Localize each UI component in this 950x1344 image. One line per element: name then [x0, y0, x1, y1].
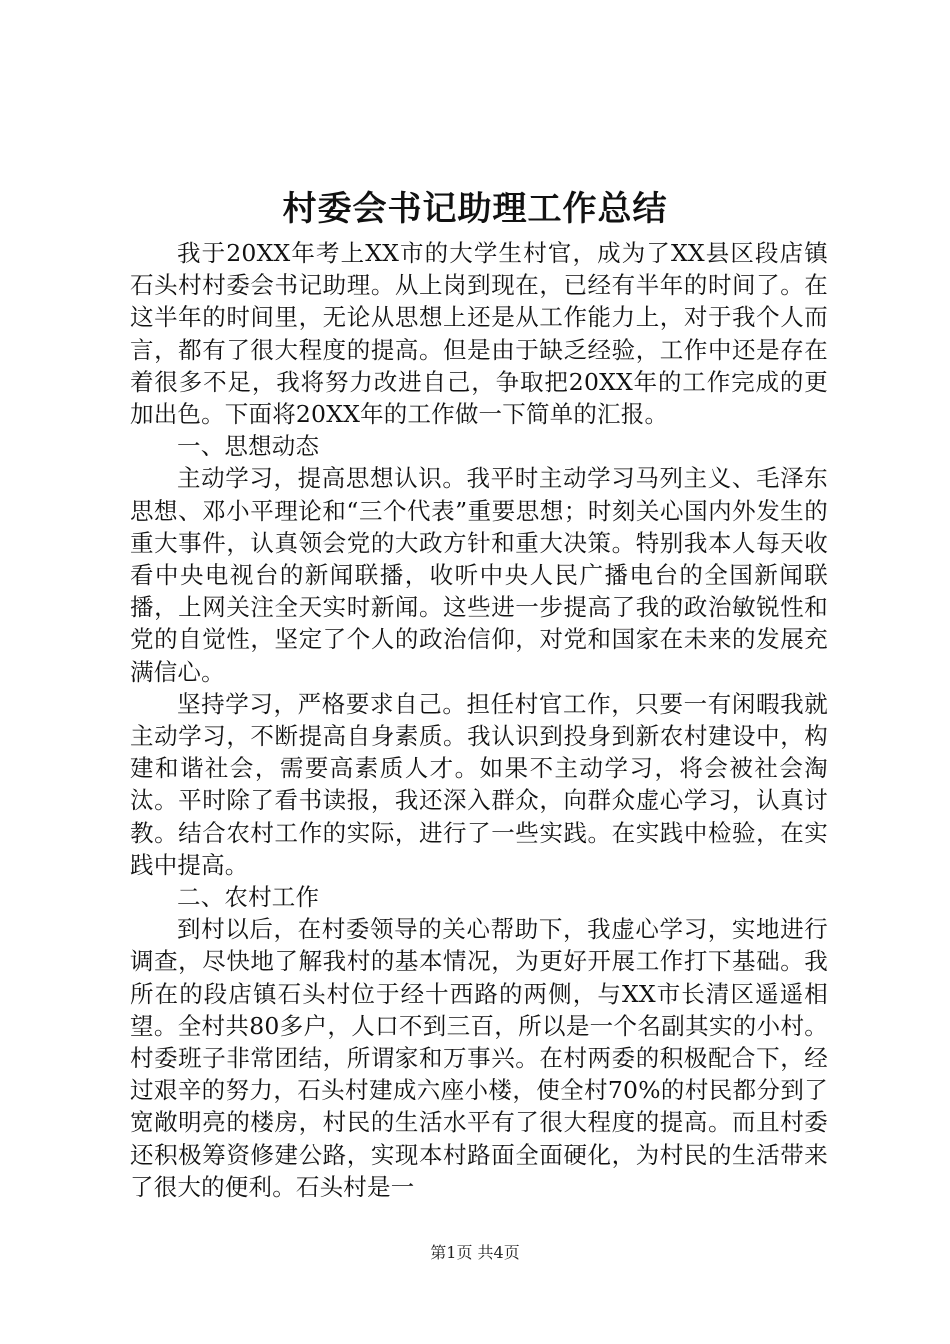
intro-paragraph: 我于20XX年考上XX市的大学生村官，成为了XX县区段店镇石头村村委会书记助理。从上岗到现在，已经有半年的时间了。在这半年的时间里，无论从思想上还是从工作能力上，对于我个人而言，都有了很大程度的提高。但是由于缺乏经验，工作中还是存在着很多不足，我将努力改进自己，争取把20XX年的工作完成的更加出色。下面将20XX年的工作做一下简单的汇报。 [130, 239, 828, 429]
document-body [130, 237, 828, 1203]
paragraph-active-learning: 主动学习，提高思想认识。我平时主动学习马列主义、毛泽东思想、邓小平理论和“三个代表”重要思想；时刻关心国内外发生的重大事件，认真领会党的大政方针和重大决策。特别我本人每天收看中央电视台的新闻联播，收听中央人民广播电台的全国新闻联播，上网关注全天实时新闻。这些进一步提高了我的政治敏锐性和党的自觉性，坚定了个人的政治信仰，对党和国家在未来的发展充满信心。 [130, 464, 828, 686]
document-title: 村委会书记助理工作总结 [282, 189, 668, 229]
paragraph-rural-work: 到村以后，在村委领导的关心帮助下，我虚心学习，实地进行调查，尽快地了解我村的基本情况，为更好开展工作打下基础。我所在的段店镇石头村位于经十西路的两侧，与XX市长清区遥遥相望。全村共80多户，人口不到三百，所以是一个名副其实的小村。村委班子非常团结，所谓家和万事兴。在村两委的积极配合下，经过艰辛的努力，石头村建成六座小楼，使全村70%的村民都分到了宽敞明亮的楼房，村民的生活水平有了很大程度的提高。而且村委还积极筹资修建公路，实现本村路面全面硬化，为村民的生活带来了很大的便利。石头村是一 [130, 915, 828, 1201]
section-heading-thoughts: 一、思想动态 [177, 432, 320, 461]
paragraph-persistent-learning: 坚持学习，严格要求自己。担任村官工作，只要一有闲暇我就主动学习，不断提高自身素质。我认识到投身到新农村建设中，构建和谐社会，需要高素质人才。如果不主动学习，将会被社会淘汰。平时除了看书读报，我还深入群众，向群众虚心学习，认真讨教。结合农村工作的实际，进行了一些实践。在实践中检验，在实践中提高。 [130, 689, 828, 879]
page-footer: 第1页 共4页 [430, 1243, 520, 1262]
section-heading-rural-work: 二、农村工作 [177, 883, 320, 912]
